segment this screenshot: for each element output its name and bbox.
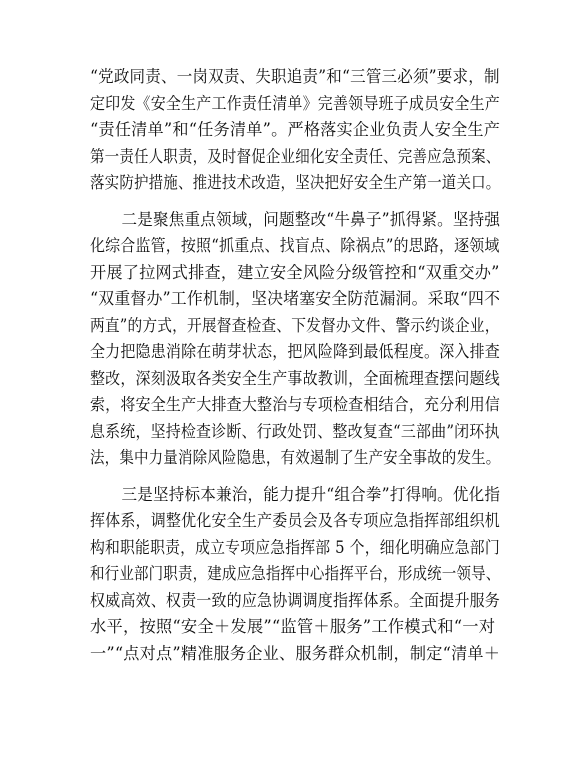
text-line: 两直”的方式，开展督查检查、下发督办文件、警示约谈企业，: [90, 315, 500, 335]
text-line: “责任清单”和“任务清单”。严格落实企业负责人安全生产: [90, 120, 501, 139]
text-line: 权威高效、权责一致的应急协调调度指挥体系。全面提升服务: [90, 590, 500, 610]
text-line: 落实防护措施、推进技术改造，坚决把好安全生产第一道关口。: [90, 173, 501, 192]
text-line: 息系统，坚持检查诊断、行政处罚、整改复查“三部曲”闭环执: [90, 421, 500, 441]
text-line: 和行业部门职责，建成应急指挥中心指挥平台，形成统一领导、: [90, 564, 501, 583]
text-line: 法，集中力量消除风险隐患，有效遏制了生产安全事故的发生。: [90, 448, 501, 467]
text-line: “党政同责、一岗双责、失职追责”和“三管三必须”要求，制: [90, 67, 500, 86]
text-line: 定印发《安全生产工作责任清单》完善领导班子成员安全生产: [90, 93, 500, 113]
text-line: 化综合监管，按照“抓重点、找盲点、除祸点”的思路，逐领域: [90, 236, 500, 255]
paragraph-spacer: [90, 472, 500, 482]
paragraph-spacer: [90, 197, 500, 207]
text-line: 整改，深刻汲取各类安全生产事故教训，全面梳理查摆问题线: [90, 368, 500, 388]
text-line: 开展了拉网式排查，建立安全风险分级管控和“双重交办”: [90, 262, 500, 282]
text-line: 挥体系，调整优化安全生产委员会及各专项应急指挥部组织机: [90, 511, 500, 530]
text-line: 第一责任人职责，及时督促企业细化安全责任、完善应急预案、: [90, 146, 501, 166]
text-line: 一”“点对点”精准服务企业、服务群众机制，制定“清单＋: [90, 643, 501, 663]
text-line: 三是坚持标本兼治，能力提升“组合拳”打得响。优化指: [90, 484, 501, 504]
text-line: 索，将安全生产大排查大整治与专项检查相结合，充分利用信: [90, 395, 500, 414]
body-text: [90, 64, 500, 667]
text-line: 二是聚焦重点领域，问题整改“牛鼻子”抓得紧。坚持强: [90, 209, 501, 229]
text-line: 水平，按照“安全＋发展”“监管＋服务”工作模式和“一对: [90, 617, 496, 636]
text-line: 全力把隐患消除在萌芽状态，把风险降到最低程度。深入排查: [90, 342, 500, 361]
text-line: 构和职能职责，成立专项应急指挥部 5 个，细化明确应急部门: [90, 537, 500, 557]
text-line: “双重督办”工作机制，坚决堵塞安全防范漏洞。采取“四不: [90, 289, 501, 308]
